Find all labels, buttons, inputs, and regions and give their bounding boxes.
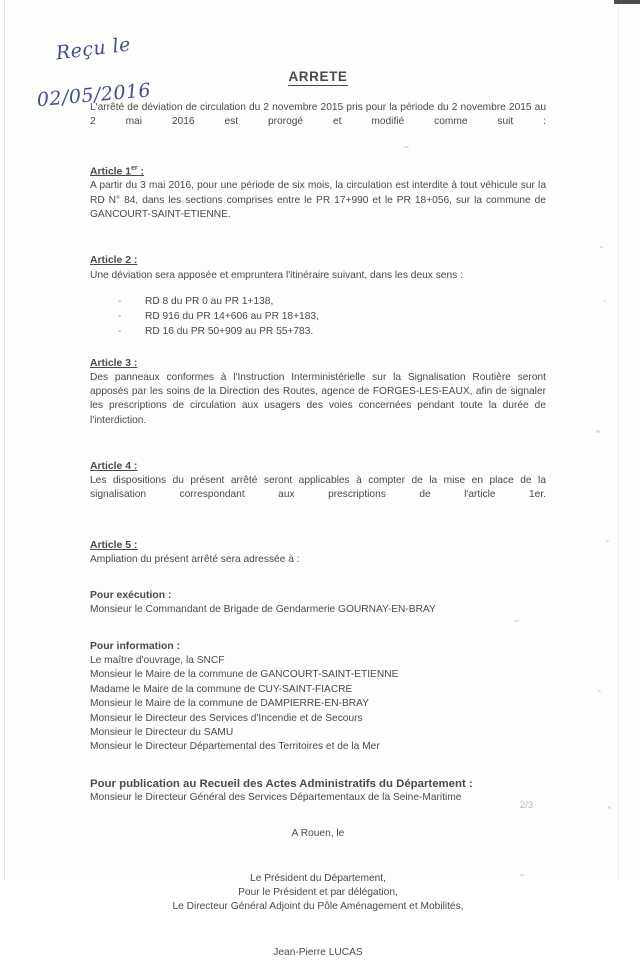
page-number: 2/3 [520, 800, 534, 811]
pour-information-recipient: Monsieur le Maire de la commune de GANCOURT-SAINT-ETIENNE [90, 669, 399, 681]
document-body [90, 70, 546, 960]
list-item [118, 324, 546, 339]
scan-corner-artifact [614, 0, 640, 4]
signature-title-line: Le Président du Département, [250, 872, 386, 884]
scan-edge-line-right [618, 0, 619, 880]
page-title-text: ARRETE [288, 69, 348, 84]
pour-information-recipient: Monsieur le Directeur des Services d'Incendie et de Secours [90, 712, 363, 724]
intro-paragraph: L'arrêté de déviation de circulation du 2 novembre 2015 pris pour la période du 2 novembre 2015 au 2 mai 2016 est prorogé et modifié comme suit : [90, 102, 546, 128]
article-5-body: Ampliation du présent arrêté sera adressée à : [90, 553, 300, 565]
pour-information-recipient: Monsieur le Directeur Départemental des Territoires et de la Mer [90, 741, 380, 753]
pour-information-recipient: Madame le Maire de la commune de CUY-SAINT-FIACRE [90, 683, 353, 695]
article-2-heading: Article 2 : [90, 255, 138, 267]
scan-speck [608, 806, 611, 809]
list-dash-icon: - [118, 310, 122, 322]
stamp-line-recu-le: Reçu le [54, 33, 133, 65]
pour-publication-heading: Pour publication au Recueil des Actes Administratifs du Département : [90, 777, 473, 790]
pour-information-recipient: Monsieur le Directeur du SAMU [90, 726, 234, 738]
scan-edge-line-left [4, 0, 5, 880]
signature-role-line: Le Directeur Général Adjoint du Pôle Aménagement et Mobilités, [172, 901, 464, 913]
article-1-heading-prefix: Article 1 [90, 166, 132, 178]
list-item [118, 294, 546, 309]
list-item-label: RD 16 du PR 50+909 au PR 55+783. [145, 325, 314, 337]
scan-speck [606, 540, 609, 542]
scan-speck [604, 300, 606, 302]
scan-speck [598, 690, 601, 692]
pour-information-recipient: Le maître d'ouvrage, la SNCF [90, 654, 225, 666]
article-1-heading [90, 162, 546, 180]
list-item [118, 309, 546, 324]
signatory-name: Jean-Pierre LUCAS [273, 947, 363, 959]
page-title [90, 70, 546, 84]
article-5-heading: Article 5 : [90, 539, 138, 551]
article-1-heading-sup: er [131, 164, 138, 172]
pour-execution-recipient: Monsieur le Commandant de Brigade de Gendarmerie GOURNAY-EN-BRAY [90, 604, 436, 616]
article-3-heading: Article 3 : [90, 357, 138, 369]
scan-speck [600, 246, 603, 248]
signature-delegation-line: Pour le Président et par délégation, [238, 886, 398, 898]
pour-information-recipient: Monsieur le Maire de la commune de DAMPIERRE-EN-BRAY [90, 698, 369, 710]
article-4-heading: Article 4 : [90, 460, 138, 472]
article-2-body: Une déviation sera apposée et empruntera l'itinéraire suivant, dans les deux sens : [90, 269, 463, 281]
article-1-heading-suffix: : [137, 166, 144, 178]
list-dash-icon: - [118, 295, 122, 307]
article-2-deviation-list [90, 294, 546, 339]
scan-speck [596, 430, 600, 433]
article-3-body: Des panneaux conformes à l'Instruction Interministérielle sur la Signalisation Routière seront apposés par les soins de la Direction des Routes, agence de FORGES-LES-EAUX, afin de signaler les prescriptions de circulation aux usagers des voies concernées pendant toute la durée de l'interdiction. [90, 371, 546, 426]
article-1-body: A partir du 3 mai 2016, pour une période de six mois, la circulation est interdite à tout véhicule sur la RD N° 84, dans les sections comprises entre le PR 17+990 et le PR 18+056, sur la commune de GANCOURT-SAINT-ETIENNE. [90, 180, 546, 220]
pour-execution-heading: Pour exécution : [90, 590, 172, 602]
place-and-date-line: A Rouen, le [291, 828, 345, 840]
list-dash-icon: - [118, 325, 122, 337]
pour-information-heading: Pour information : [90, 640, 181, 652]
list-item-label: RD 8 du PR 0 au PR 1+138, [145, 295, 274, 307]
list-item-label: RD 916 du PR 14+606 au PR 18+183, [145, 310, 319, 322]
pour-publication-recipient: Monsieur le Directeur Général des Services Départementaux de la Seine-Maritime [90, 792, 462, 803]
article-4-body: Les dispositions du présent arrêté seront applicables à compter de la mise en place de la signalisation correspondant aux prescriptions de l'article 1er. [90, 475, 546, 501]
stamp-line-date: 02/05/2016 [36, 79, 153, 112]
